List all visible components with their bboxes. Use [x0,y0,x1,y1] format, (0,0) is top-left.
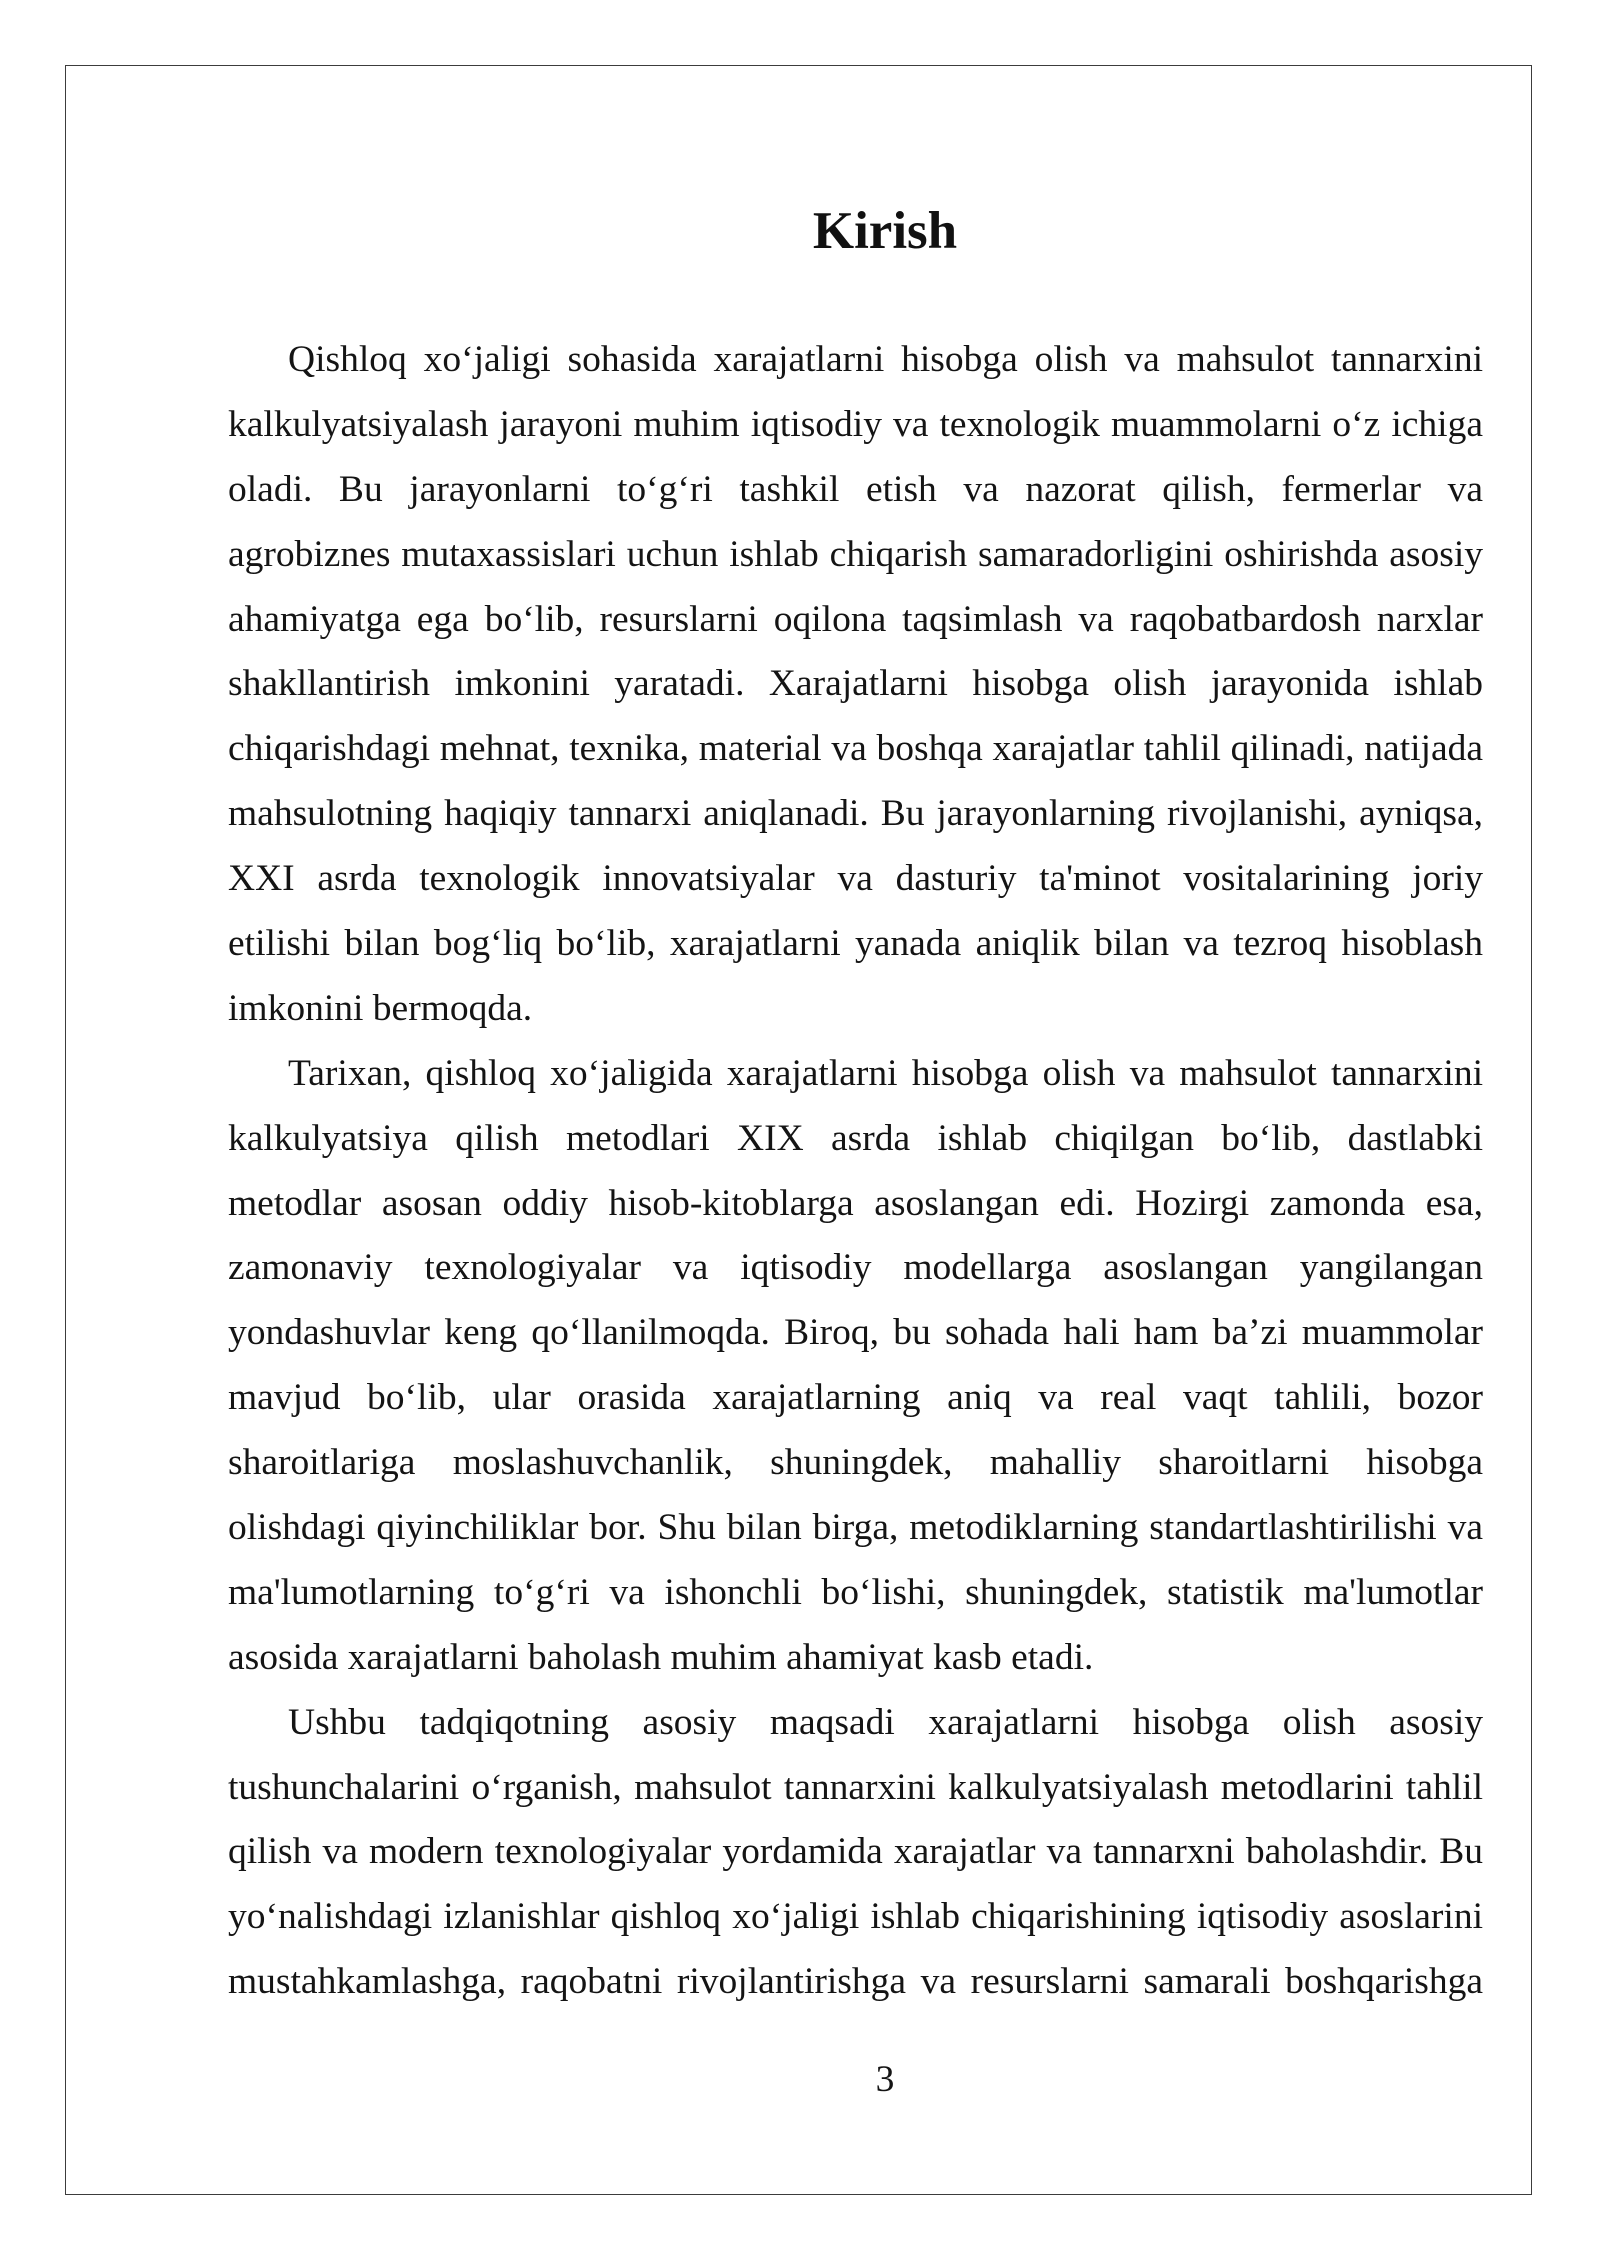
text-line: yondashuvlar keng qo‘llanilmoqda. Biroq, bu sohada hali ham ba’zi muammolar [228,1312,1483,1354]
text-line: etilishi bilan bog‘liq bo‘lib, xarajatlarni yanada aniqlik bilan va tezroq hisoblash [228,923,1483,965]
text-line: metodlar asosan oddiy hisob-kitoblarga asoslangan edi. Hozirgi zamonda esa, [228,1182,1483,1224]
page-title: Kirish [812,202,958,260]
text-line: Qishloq xo‘jaligi sohasida xarajatlarni hisobga olish va mahsulot tannarxini [288,339,1483,380]
paragraph-3 [228,1691,1483,2015]
text-line: ahamiyatga ega bo‘lib, resurslarni oqilona taqsimlash va raqobatbardosh narxlar [228,598,1483,640]
text-line: olishdagi qiyinchiliklar bor. Shu bilan birga, metodiklarning standartlashtirilishi va [228,1507,1483,1549]
text-line: shakllantirish imkonini yaratadi. Xarajatlarni hisobga olish jarayonida ishlab [228,663,1483,705]
text-line: Tarixan, qishloq xo‘jaligida xarajatlarni hisobga olish va mahsulot tannarxini [288,1052,1483,1094]
text-line: yo‘nalishdagi izlanishlar qishloq xo‘jaligi ishlab chiqarishining iqtisodiy asoslarini [228,1896,1483,1938]
text-line: imkonini bermoqda. [228,987,533,1029]
page-number: 3 [875,2059,895,2100]
text-line: zamonaviy texnologiyalar va iqtisodiy modellarga asoslangan yangilangan [228,1247,1483,1289]
text-line: mustahkamlashga, raqobatni rivojlantirishga va resurslarni samarali boshqarishga [228,1961,1483,2003]
text-line: Ushbu tadqiqotning asosiy maqsadi xarajatlarni hisobga olish asosiy [288,1701,1483,1743]
text-line: tushunchalarini o‘rganish, mahsulot tannarxini kalkulyatsiyalash metodlarini tahlil [228,1766,1483,1808]
text-line: kalkulyatsiyalash jarayoni muhim iqtisodiy va texnologik muammolarni o‘z ichiga [228,403,1483,445]
paragraph-1 [228,328,1483,1042]
text-line: sharoitlariga moslashuvchanlik, shuningdek, mahalliy sharoitlarni hisobga [228,1442,1483,1484]
text-line: kalkulyatsiya qilish metodlari XIX asrda ishlab chiqilgan bo‘lib, dastlabki [228,1117,1483,1159]
body-text [228,328,1483,2015]
text-line: agrobiznes mutaxassislari uchun ishlab chiqarish samaradorligini oshirishda asosiy [228,533,1483,575]
text-line: XXI asrda texnologik innovatsiyalar va dasturiy ta'minot vositalarining joriy [228,858,1483,900]
paragraph-2 [228,1042,1483,1691]
text-line: mahsulotning haqiqiy tannarxi aniqlanadi. Bu jarayonlarning rivojlanishi, ayniqsa, [228,793,1483,835]
text-line: qilish va modern texnologiyalar yordamida xarajatlar va tannarxni baholashdir. Bu [228,1831,1483,1873]
text-line: oladi. Bu jarayonlarni to‘g‘ri tashkil etish va nazorat qilish, fermerlar va [228,468,1483,510]
text-line: ma'lumotlarning to‘g‘ri va ishonchli bo‘lishi, shuningdek, statistik ma'lumotlar [228,1571,1483,1613]
text-line: mavjud bo‘lib, ular orasida xarajatlarning aniq va real vaqt tahlili, bozor [228,1377,1483,1419]
text-line: chiqarishdagi mehnat, texnika, material va boshqa xarajatlar tahlil qilinadi, natijada [228,728,1483,770]
text-line: asosida xarajatlarni baholash muhim ahamiyat kasb etadi. [228,1636,1094,1678]
